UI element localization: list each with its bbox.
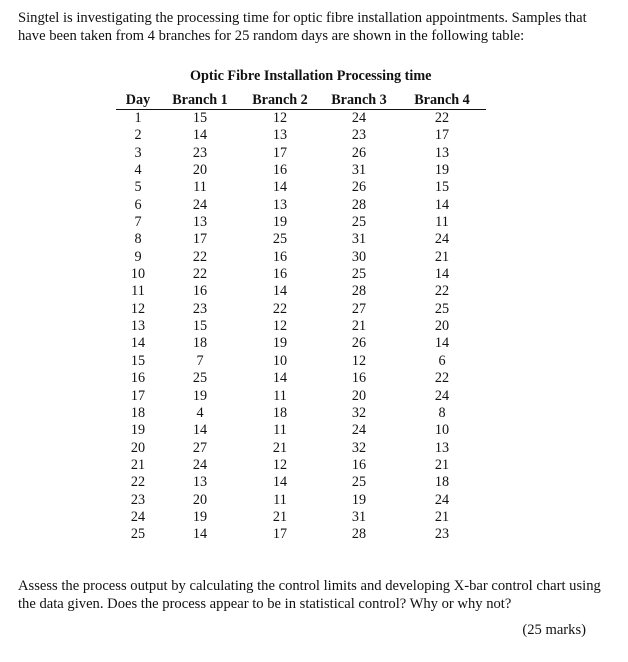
day-cell: 22 <box>130 474 146 491</box>
branch-2-cell: 17 <box>272 144 288 161</box>
table-row <box>116 492 486 509</box>
branch-4-cell: 19 <box>434 162 450 179</box>
branch-2-cell: 11 <box>273 387 287 404</box>
day-cell: 6 <box>134 196 142 213</box>
day-cell: 25 <box>130 526 146 543</box>
header-branch-3: Branch 3 <box>320 92 398 110</box>
branch-1-cell: 18 <box>192 335 208 352</box>
intro-paragraph: Singtel is investigating the processing time for optic fibre installation appointments. Samples that have been taken from 4 branches for 25 random days are shown in the following table: <box>18 10 587 44</box>
day-cell: 9 <box>134 248 142 265</box>
branch-4-cell: 8 <box>438 404 446 421</box>
question-paragraph: Assess the process output by calculating the control limits and developing X-bar control chart using the data given. Does the process appear to be in statistical control? Why or why not? <box>18 578 601 612</box>
branch-4-cell: 21 <box>434 508 450 525</box>
branch-2-cell: 19 <box>272 214 288 231</box>
branch-1-cell: 24 <box>192 456 208 473</box>
table-row <box>116 162 486 179</box>
branch-3-cell: 21 <box>351 318 367 335</box>
branch-1-cell: 23 <box>192 144 208 161</box>
day-cell: 1 <box>134 110 142 126</box>
branch-4-cell: 14 <box>434 335 450 352</box>
branch-3-cell: 32 <box>351 404 367 421</box>
day-cell: 4 <box>134 162 142 179</box>
day-cell: 14 <box>130 335 146 352</box>
branch-1-cell: 11 <box>193 179 207 196</box>
table-row <box>116 370 486 387</box>
branch-2-cell: 16 <box>272 266 288 283</box>
branch-4-cell: 21 <box>434 248 450 265</box>
branch-2-cell: 21 <box>272 439 288 456</box>
branch-3-cell: 30 <box>351 248 367 265</box>
branch-3-cell: 24 <box>351 422 367 439</box>
branch-4-cell: 25 <box>434 300 450 317</box>
branch-2-cell: 10 <box>272 352 288 369</box>
branch-3-cell: 16 <box>351 456 367 473</box>
branch-4-cell: 11 <box>435 214 449 231</box>
day-cell: 5 <box>134 179 142 196</box>
branch-1-cell: 20 <box>192 491 208 508</box>
branch-1-cell: 4 <box>196 404 204 421</box>
table-row <box>116 197 486 214</box>
branch-3-cell: 31 <box>351 231 367 248</box>
branch-3-cell: 25 <box>351 214 367 231</box>
table-row <box>116 388 486 405</box>
table-row <box>116 127 486 144</box>
day-cell: 16 <box>130 370 146 387</box>
branch-4-cell: 21 <box>434 456 450 473</box>
branch-2-cell: 11 <box>273 422 287 439</box>
table-row <box>116 249 486 266</box>
branch-3-cell: 27 <box>351 300 367 317</box>
branch-2-cell: 14 <box>272 179 288 196</box>
branch-2-cell: 12 <box>272 318 288 335</box>
branch-1-cell: 23 <box>192 300 208 317</box>
branch-4-cell: 6 <box>438 352 446 369</box>
branch-4-cell: 24 <box>434 231 450 248</box>
branch-4-cell: 20 <box>434 318 450 335</box>
branch-2-cell: 12 <box>272 110 288 126</box>
table-row <box>116 266 486 283</box>
branch-3-cell: 26 <box>351 335 367 352</box>
branch-3-cell: 20 <box>351 387 367 404</box>
branch-4-cell: 23 <box>434 526 450 543</box>
table-row <box>116 509 486 526</box>
branch-1-cell: 22 <box>192 248 208 265</box>
branch-2-cell: 12 <box>272 456 288 473</box>
branch-2-cell: 14 <box>272 283 288 300</box>
branch-3-cell: 25 <box>351 266 367 283</box>
branch-2-cell: 16 <box>272 162 288 179</box>
day-cell: 10 <box>130 266 146 283</box>
branch-3-cell: 28 <box>351 283 367 300</box>
table-row <box>116 440 486 457</box>
branch-1-cell: 17 <box>192 231 208 248</box>
table-row <box>116 474 486 491</box>
table-row <box>116 301 486 318</box>
branch-3-cell: 25 <box>351 474 367 491</box>
header-branch-1: Branch 1 <box>160 92 240 110</box>
table-row <box>116 179 486 196</box>
table-row <box>116 145 486 162</box>
branch-2-cell: 18 <box>272 404 288 421</box>
table-row <box>116 526 486 543</box>
branch-1-cell: 14 <box>192 127 208 144</box>
day-cell: 2 <box>134 127 142 144</box>
branch-4-cell: 24 <box>434 491 450 508</box>
branch-4-cell: 17 <box>434 127 450 144</box>
branch-1-cell: 7 <box>196 352 204 369</box>
branch-4-cell: 18 <box>434 474 450 491</box>
day-cell: 15 <box>130 352 146 369</box>
marks-label: (25 marks) <box>522 622 586 638</box>
table-row <box>116 422 486 439</box>
table-title: Optic Fibre Installation Processing time <box>190 68 432 84</box>
branch-2-cell: 11 <box>273 491 287 508</box>
day-cell: 21 <box>130 456 146 473</box>
branch-1-cell: 24 <box>192 196 208 213</box>
table-row <box>116 283 486 300</box>
table-row <box>116 231 486 248</box>
table-row <box>116 110 486 128</box>
branch-4-cell: 13 <box>434 144 450 161</box>
branch-4-cell: 15 <box>434 179 450 196</box>
branch-1-cell: 19 <box>192 508 208 525</box>
table-row <box>116 335 486 352</box>
branch-2-cell: 17 <box>272 526 288 543</box>
branch-1-cell: 13 <box>192 214 208 231</box>
branch-2-cell: 25 <box>272 231 288 248</box>
branch-3-cell: 19 <box>351 491 367 508</box>
branch-2-cell: 19 <box>272 335 288 352</box>
day-cell: 13 <box>130 318 146 335</box>
branch-2-cell: 16 <box>272 248 288 265</box>
branch-3-cell: 31 <box>351 162 367 179</box>
branch-2-cell: 13 <box>272 127 288 144</box>
day-cell: 18 <box>130 404 146 421</box>
branch-1-cell: 27 <box>192 439 208 456</box>
branch-4-cell: 24 <box>434 387 450 404</box>
day-cell: 19 <box>130 422 146 439</box>
table-row <box>116 405 486 422</box>
branch-3-cell: 31 <box>351 508 367 525</box>
branch-3-cell: 26 <box>351 179 367 196</box>
branch-3-cell: 32 <box>351 439 367 456</box>
branch-4-cell: 22 <box>434 283 450 300</box>
branch-2-cell: 13 <box>272 196 288 213</box>
branch-4-cell: 14 <box>434 266 450 283</box>
branch-3-cell: 24 <box>351 110 367 126</box>
branch-4-cell: 13 <box>434 439 450 456</box>
branch-2-cell: 21 <box>272 508 288 525</box>
branch-2-cell: 14 <box>272 474 288 491</box>
day-cell: 17 <box>130 387 146 404</box>
branch-1-cell: 14 <box>192 422 208 439</box>
day-cell: 11 <box>131 283 145 300</box>
branch-2-cell: 22 <box>272 300 288 317</box>
branch-1-cell: 15 <box>192 318 208 335</box>
branch-1-cell: 13 <box>192 474 208 491</box>
header-day: Day <box>116 92 160 110</box>
branch-3-cell: 26 <box>351 144 367 161</box>
day-cell: 23 <box>130 491 146 508</box>
day-cell: 20 <box>130 439 146 456</box>
branch-1-cell: 16 <box>192 283 208 300</box>
branch-3-cell: 16 <box>351 370 367 387</box>
processing-time-table <box>116 92 486 544</box>
day-cell: 8 <box>134 231 142 248</box>
branch-3-cell: 28 <box>351 196 367 213</box>
branch-1-cell: 14 <box>192 526 208 543</box>
branch-4-cell: 14 <box>434 196 450 213</box>
branch-1-cell: 25 <box>192 370 208 387</box>
branch-1-cell: 20 <box>192 162 208 179</box>
table-row <box>116 318 486 335</box>
day-cell: 12 <box>130 300 146 317</box>
branch-1-cell: 15 <box>192 110 208 126</box>
table-row <box>116 353 486 370</box>
table-row <box>116 214 486 231</box>
header-branch-4: Branch 4 <box>398 92 486 110</box>
branch-1-cell: 22 <box>192 266 208 283</box>
day-cell: 3 <box>134 144 142 161</box>
day-cell: 7 <box>134 214 142 231</box>
table-header-row <box>116 92 486 110</box>
day-cell: 24 <box>130 508 146 525</box>
table-row <box>116 457 486 474</box>
branch-4-cell: 22 <box>434 110 450 126</box>
table-body <box>116 110 486 544</box>
branch-3-cell: 28 <box>351 526 367 543</box>
header-branch-2: Branch 2 <box>240 92 320 110</box>
branch-3-cell: 12 <box>351 352 367 369</box>
branch-3-cell: 23 <box>351 127 367 144</box>
branch-4-cell: 22 <box>434 370 450 387</box>
branch-2-cell: 14 <box>272 370 288 387</box>
branch-1-cell: 19 <box>192 387 208 404</box>
branch-4-cell: 10 <box>434 422 450 439</box>
